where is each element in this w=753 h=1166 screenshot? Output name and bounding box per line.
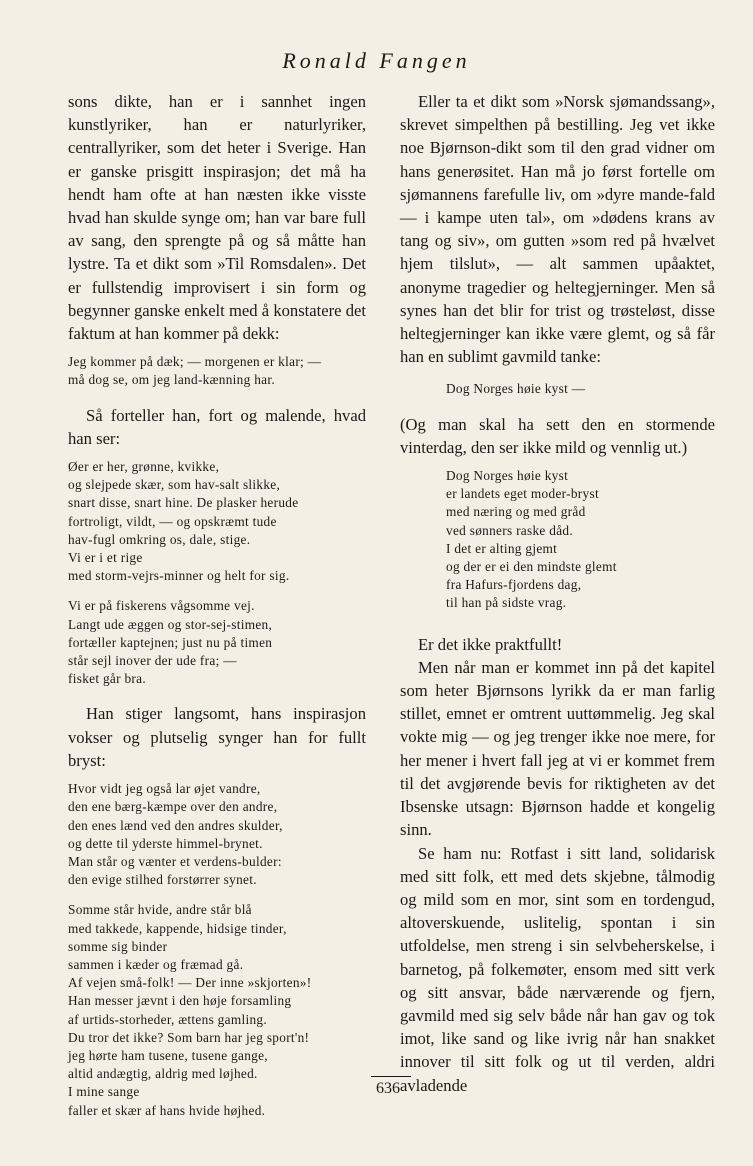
verse-line: Vi er på fiskerens vågsomme vej. [68,598,255,614]
verse-line: Dog Norges høie kyst [446,468,569,484]
verse-line: må dog se, om jeg land-kænning har. [68,372,275,388]
verse-line: til han på sidste vrag. [446,595,567,611]
verse-line: og slejpede skær, som hav-salt slikke, [68,477,281,493]
verse-line: fortroligt, vildt, — og opskræmt tude [68,513,277,529]
page-number: 636 [376,1080,400,1097]
verse-romsdalen-stanza-2 [68,597,366,688]
verse-line: altid andægtig, aldrig med løjhed. [68,1066,258,1082]
verse-line: faller et skær af hans hvide højhed. [68,1102,266,1118]
verse-romsdalen-stanza-3 [68,780,366,889]
verse-line: Somme står hvide, andre står blå [68,902,252,918]
verse-line: somme sig binder [68,938,168,954]
verse-romsdalen-opening [68,353,366,389]
verse-sjomandssang-stanza [446,467,715,613]
right-paragraph-5: Se ham nu: Rotfast i sitt land, solidarisk med sitt folk, ett med dets skjebne, tålmodig og mild som en mor, sint som en tordengud, altoverskuende, uslitelig, spontan i sin utfoldelse, men streng i sin selvbeherskelse, i barnetog, på folkemøter, ensom med sitt verk og sitt ansvar, både nærværende og fjern, gavmild med sig selv både når han gav og tok imot, like sand og like ivrig når han snakket innover til sitt folk og ut til verden, aldri avladende [400,843,715,1095]
verse-line: Vi er i et rige [68,550,143,566]
left-paragraph-3: Han stiger langsomt, hans inspirasjon vokser og plutselig synger han for fullt bryst: [68,704,366,770]
verse-line: med storm-vejrs-minner og helt for sig. [68,568,290,584]
verse-line: står sejl inover der ude fra; — [68,653,237,669]
right-paragraph-1: Eller ta et dikt som »Norsk sjømandssang», skrevet simpelthen på bestilling. Jeg vet ikke noe Bjørnson-dikt som til den grad vidner om hans generøsitet. Han må jo først fortelle om sjømannens farefulle liv, om »dyre mande-fald — i kampe uten tal», om »dødens krans av tang og siv», om gutten »som red på hvælvet hjem tilslut», — alt sammen upåaktet, anonyme tragedier og heltegjerninger. Men så synes han det blir for trist og trøsteløst, disse heltegjerninger kan ikke være glemt, og så får han en sublimt gavmild tanke: [400,92,715,367]
verse-line: fra Hafurs-fjordens dag, [446,577,582,593]
verse-line: fisket går bra. [68,671,146,687]
verse-line: den enes lænd ved den andres skulder, [68,817,283,833]
verse-line: er landets eget moder-bryst [446,486,599,502]
verse-line: hav-fugl omkring os, dale, stige. [68,531,251,547]
verse-line: Øer er her, grønne, kvikke, [68,459,220,475]
right-paragraph-4: Men når man er kommet inn på det kapitel som heter Bjørnsons lyrikk da er man farlig stillet, emnet er omtrent uuttømmelig. Jeg skal vokte mig — og jeg trenger ikke noe mere, for her mener i hvert fall jeg at vi er kommet frem til det avgjørende bevis for riktigheten av det Ibsenske utsagn: Bjørnson hadde et kongelig sinn. [400,657,715,840]
verse-line: Langt ude æggen og stor-sej-stimen, [68,616,273,632]
verse-line: Hvor vidt jeg også lar øjet vandre, [68,781,261,797]
verse-line: I det er alting gjemt [446,540,558,556]
verse-line: den ene bærg-kæmpe over den andre, [68,799,278,815]
verse-line: sammen i kæder og fræmad gå. [68,956,244,972]
verse-sjomandssang-fragment [446,380,715,398]
verse-romsdalen-stanza-4 [68,901,366,1119]
left-column [68,90,366,1120]
left-paragraph-2: Så forteller han, fort og malende, hvad han ser: [68,405,366,448]
right-paragraph-2: (Og man skal ha sett den en stormende vinterdag, den ser ikke mild og vennlig ut.) [400,414,715,457]
running-header: Ronald Fangen [282,48,471,73]
verse-line: snart disse, snart hine. De plasker herude [68,495,299,511]
verse-line: Du tror det ikke? Som barn har jeg sport'n! [68,1029,310,1045]
right-column [400,90,715,1097]
verse-line: Jeg kommer på dæk; — morgenen er klar; — [68,354,322,370]
left-paragraph-1: sons dikte, han er i sannhet ingen kunstlyriker, han er naturlyriker, centrallyriker, som det heter i Sverige. Han er ganske prisgitt inspirasjon; det må ha hendt ham ofte at han næsten ikke visste hvad han skulde synge om; han var bare full av sang, den sprengte på og så måtte han lystre. Ta et dikt som »Til Romsdalen». Det er fullstendig improvisert i sin form og begynner ganske enkelt med å konstatere det faktum at han kommer på dekk: [68,92,366,344]
verse-line: med takkede, kappende, hidsige tinder, [68,920,287,936]
verse-line: ved sønners raske dåd. [446,522,573,538]
verse-line: Af vejen små-folk! — Der inne »skjorten»! [68,975,312,991]
verse-line: jeg hørte ham tusene, tusene gange, [68,1047,268,1063]
verse-line: med næring og med gråd [446,504,586,520]
verse-romsdalen-stanza-1 [68,458,366,585]
verse-line: Dog Norges høie kyst — [446,381,586,397]
verse-line: og der er ei den mindste glemt [446,559,617,575]
verse-line: og dette til yderste himmel-brynet. [68,835,263,851]
page-number-rule [371,1076,411,1077]
right-paragraph-3: Er det ikke praktfullt! [418,634,563,654]
verse-line: fortæller kaptejnen; just nu på timen [68,634,273,650]
verse-line: Man står og vænter et verdens-bulder: [68,853,282,869]
verse-line: den evige stilhed forstørrer synet. [68,872,257,888]
verse-line: Han messer jævnt i den høje forsamling [68,993,292,1009]
verse-line: af urtids-storheder, ættens gamling. [68,1011,267,1027]
verse-line: I mine sange [68,1084,140,1100]
